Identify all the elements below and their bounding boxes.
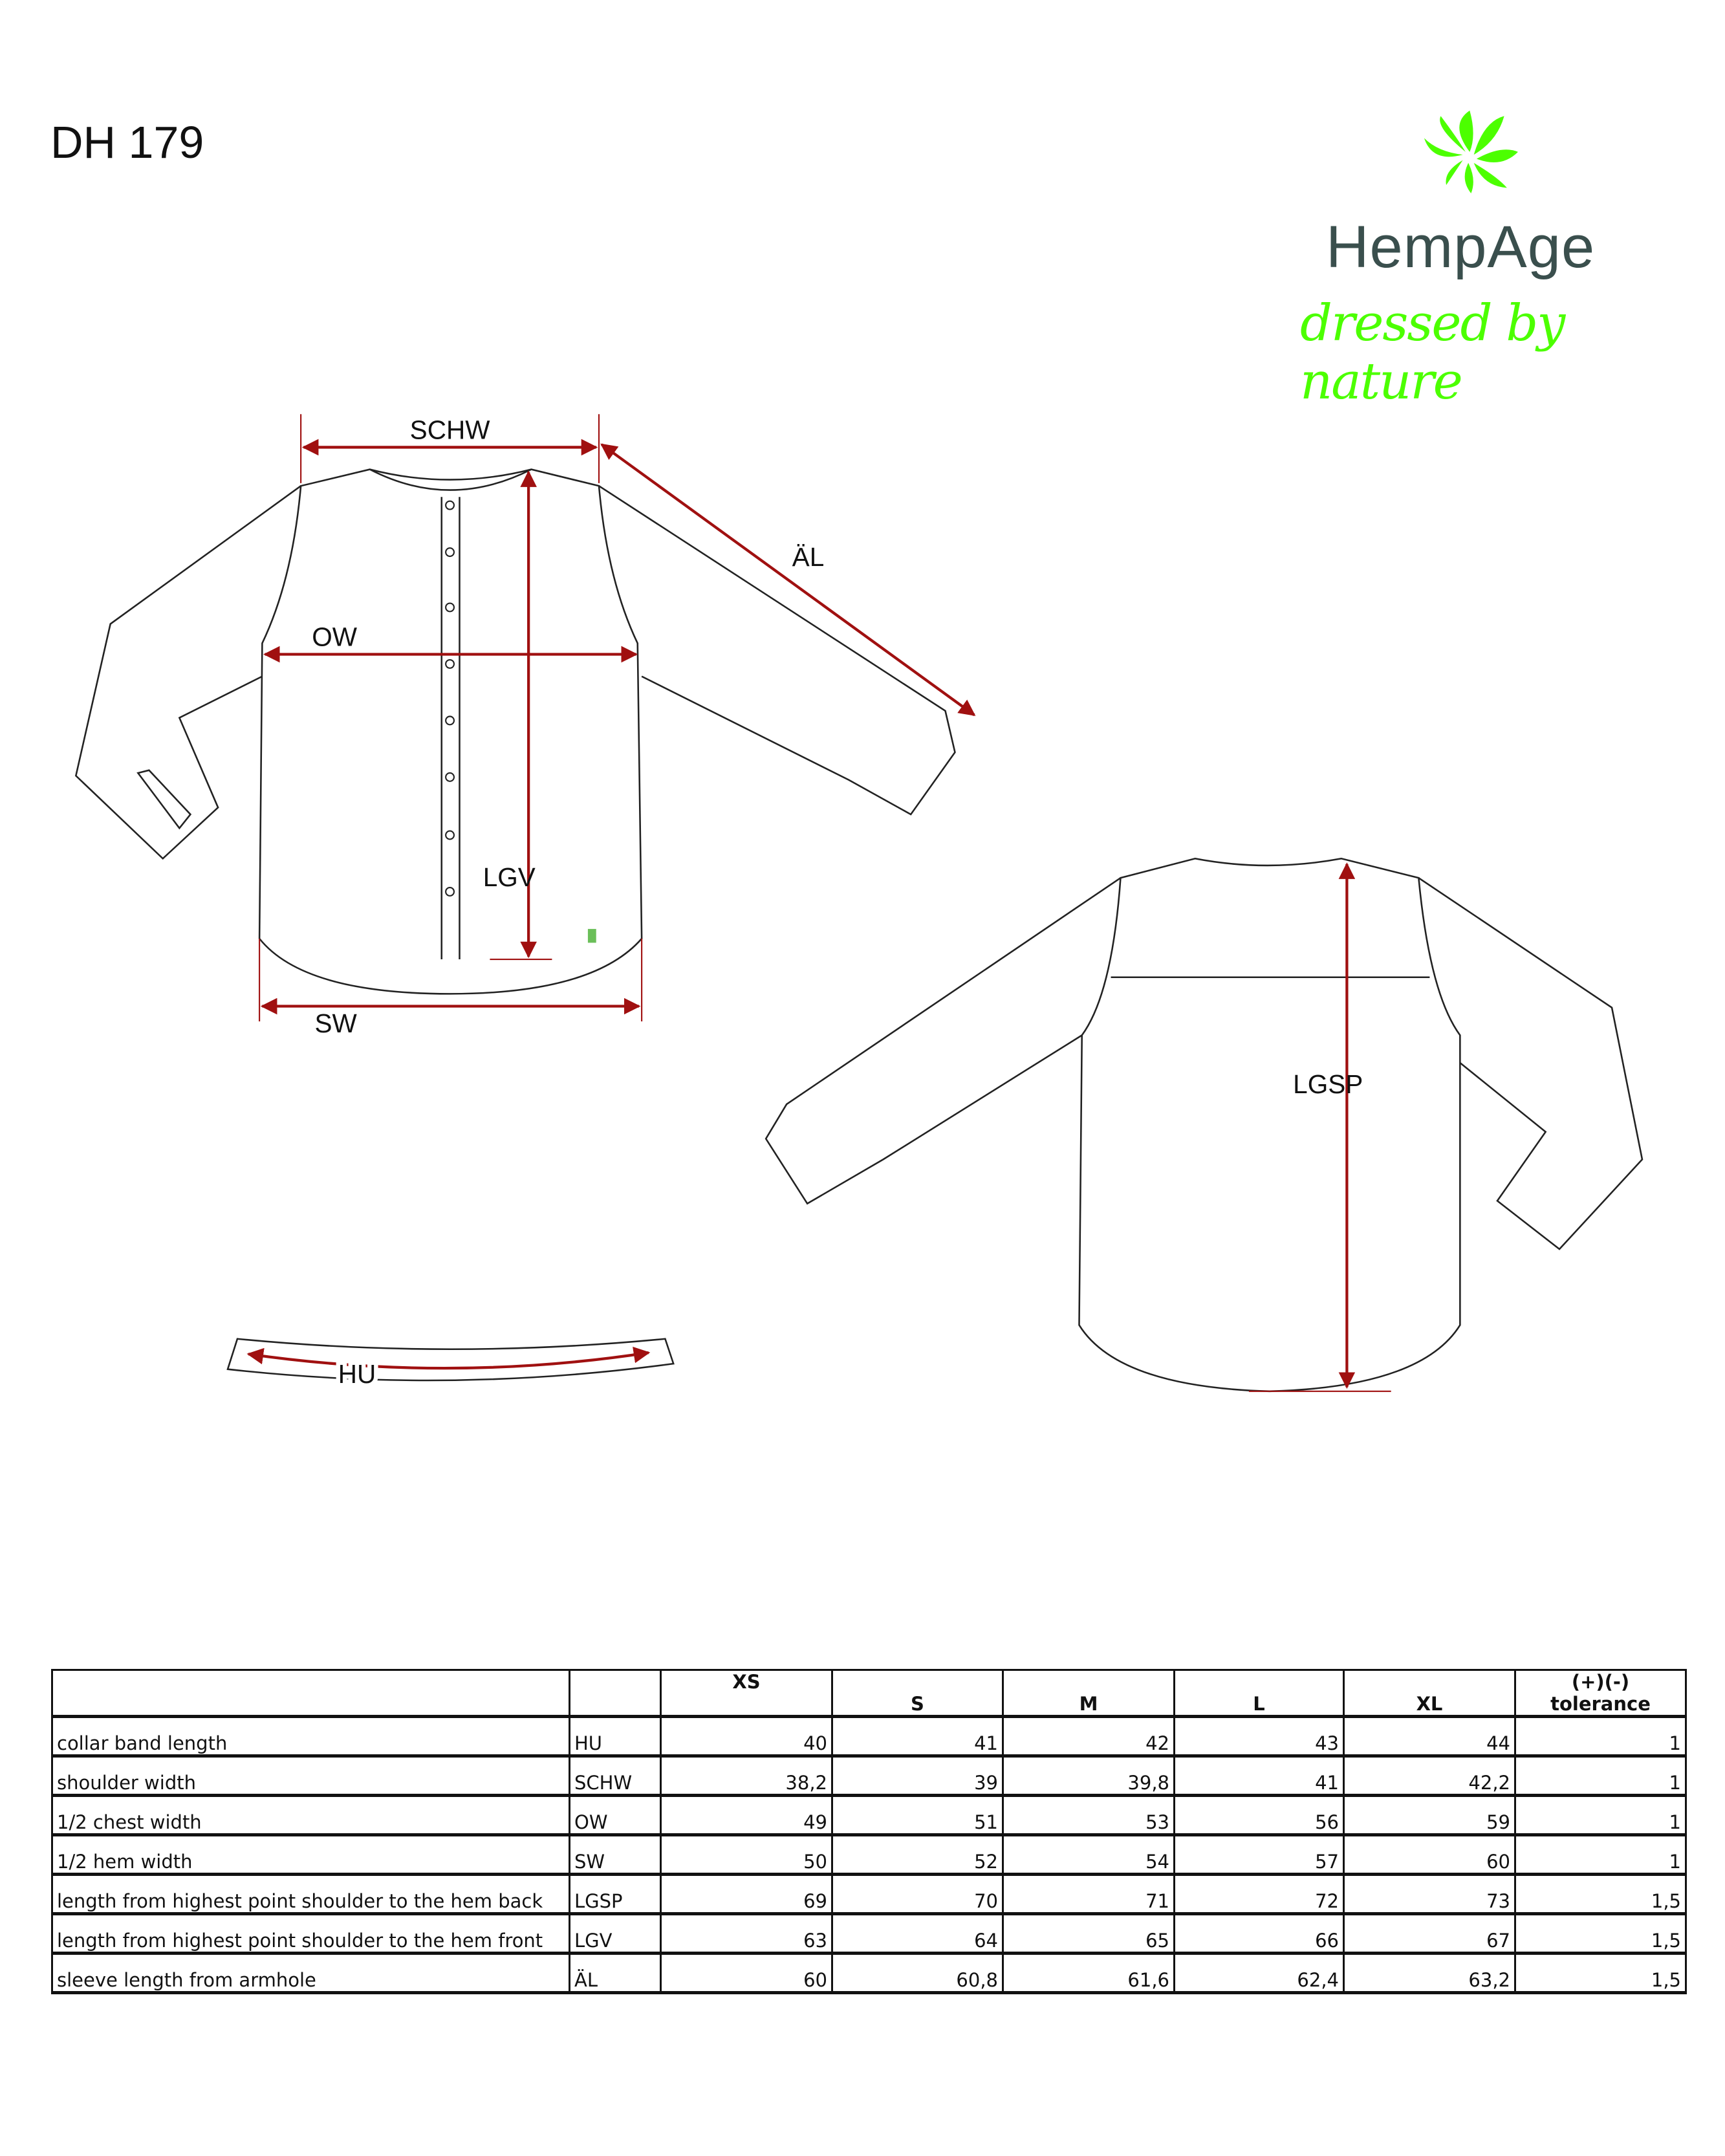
row-value: 56 — [1175, 1796, 1344, 1835]
row-value: 66 — [1175, 1914, 1344, 1954]
row-name: collar band length — [52, 1717, 570, 1756]
brand-name: HempAge — [1326, 214, 1596, 280]
row-name: sleeve length from armhole — [52, 1954, 570, 1993]
label-tag — [588, 929, 596, 942]
label-lgv: LGV — [483, 862, 536, 892]
row-code: SW — [570, 1835, 661, 1875]
header-xl: XL — [1344, 1670, 1515, 1717]
row-code: LGSP — [570, 1875, 661, 1914]
row-value: 53 — [1003, 1796, 1175, 1835]
row-value: 59 — [1344, 1796, 1515, 1835]
row-value: 42,2 — [1344, 1756, 1515, 1796]
row-value: 41 — [1175, 1756, 1344, 1796]
row-value: 64 — [832, 1914, 1003, 1954]
table-header-row — [52, 1670, 1686, 1717]
label-sw: SW — [314, 1008, 357, 1039]
row-value: 72 — [1175, 1875, 1344, 1914]
label-lgsp: LGSP — [1293, 1069, 1363, 1099]
row-value: 67 — [1344, 1914, 1515, 1954]
label-schw: SCHW — [409, 415, 490, 445]
row-value: 50 — [661, 1835, 832, 1875]
table-row — [52, 1717, 1686, 1756]
measure-al — [602, 444, 974, 715]
row-value: 38,2 — [661, 1756, 832, 1796]
row-value: 44 — [1344, 1717, 1515, 1756]
measure-hu — [248, 1353, 649, 1368]
back-shirt-drawing — [766, 858, 1642, 1391]
label-ow: OW — [312, 622, 357, 652]
row-value: 61,6 — [1003, 1954, 1175, 1993]
row-value: 1,5 — [1515, 1875, 1686, 1914]
row-value: 40 — [661, 1717, 832, 1756]
table-row — [52, 1835, 1686, 1875]
row-value: 69 — [661, 1875, 832, 1914]
row-code: ÄL — [570, 1954, 661, 1993]
front-buttons — [446, 501, 454, 896]
row-value: 57 — [1175, 1835, 1344, 1875]
row-code: HU — [570, 1717, 661, 1756]
row-value: 39 — [832, 1756, 1003, 1796]
row-value: 63 — [661, 1914, 832, 1954]
row-value: 60 — [661, 1954, 832, 1993]
table-row — [52, 1796, 1686, 1835]
label-al: ÄL — [792, 541, 825, 572]
row-value: 1 — [1515, 1717, 1686, 1756]
table-row — [52, 1914, 1686, 1954]
header-l: L — [1175, 1670, 1344, 1717]
header-tolerance: (+)(-) tolerance — [1515, 1670, 1686, 1717]
row-value: 52 — [832, 1835, 1003, 1875]
header-cell — [570, 1670, 661, 1717]
row-value: 73 — [1344, 1875, 1515, 1914]
row-value: 62,4 — [1175, 1954, 1344, 1993]
brand-tagline: dressed by nature — [1300, 294, 1565, 411]
row-value: 43 — [1175, 1717, 1344, 1756]
row-value: 42 — [1003, 1717, 1175, 1756]
row-value: 70 — [832, 1875, 1003, 1914]
row-value: 1,5 — [1515, 1914, 1686, 1954]
row-code: OW — [570, 1796, 661, 1835]
row-name: length from highest point shoulder to the hem back — [52, 1875, 570, 1914]
row-name: 1/2 chest width — [52, 1796, 570, 1835]
row-name: length from highest point shoulder to the hem front — [52, 1914, 570, 1954]
table-row — [52, 1954, 1686, 1993]
row-value: 1 — [1515, 1756, 1686, 1796]
table-row — [52, 1756, 1686, 1796]
row-code: SCHW — [570, 1756, 661, 1796]
label-hu: HU — [338, 1359, 376, 1389]
row-value: 60 — [1344, 1835, 1515, 1875]
document-code: DH 179 — [50, 117, 204, 168]
row-name: 1/2 hem width — [52, 1835, 570, 1875]
row-value: 1 — [1515, 1835, 1686, 1875]
row-value: 60,8 — [832, 1954, 1003, 1993]
row-value: 71 — [1003, 1875, 1175, 1914]
header-xs: XS — [661, 1670, 832, 1717]
row-value: 63,2 — [1344, 1954, 1515, 1993]
row-value: 65 — [1003, 1914, 1175, 1954]
row-value: 54 — [1003, 1835, 1175, 1875]
row-value: 41 — [832, 1717, 1003, 1756]
row-value: 1,5 — [1515, 1954, 1686, 1993]
table-row — [52, 1875, 1686, 1914]
header-m: M — [1003, 1670, 1175, 1717]
row-code: LGV — [570, 1914, 661, 1954]
header-s: S — [832, 1670, 1003, 1717]
size-table — [51, 1669, 1687, 1994]
row-name: shoulder width — [52, 1756, 570, 1796]
header-cell — [52, 1670, 570, 1717]
row-value: 39,8 — [1003, 1756, 1175, 1796]
row-value: 1 — [1515, 1796, 1686, 1835]
row-value: 51 — [832, 1796, 1003, 1835]
hemp-leaf-logo-icon — [1424, 111, 1518, 193]
row-value: 49 — [661, 1796, 832, 1835]
